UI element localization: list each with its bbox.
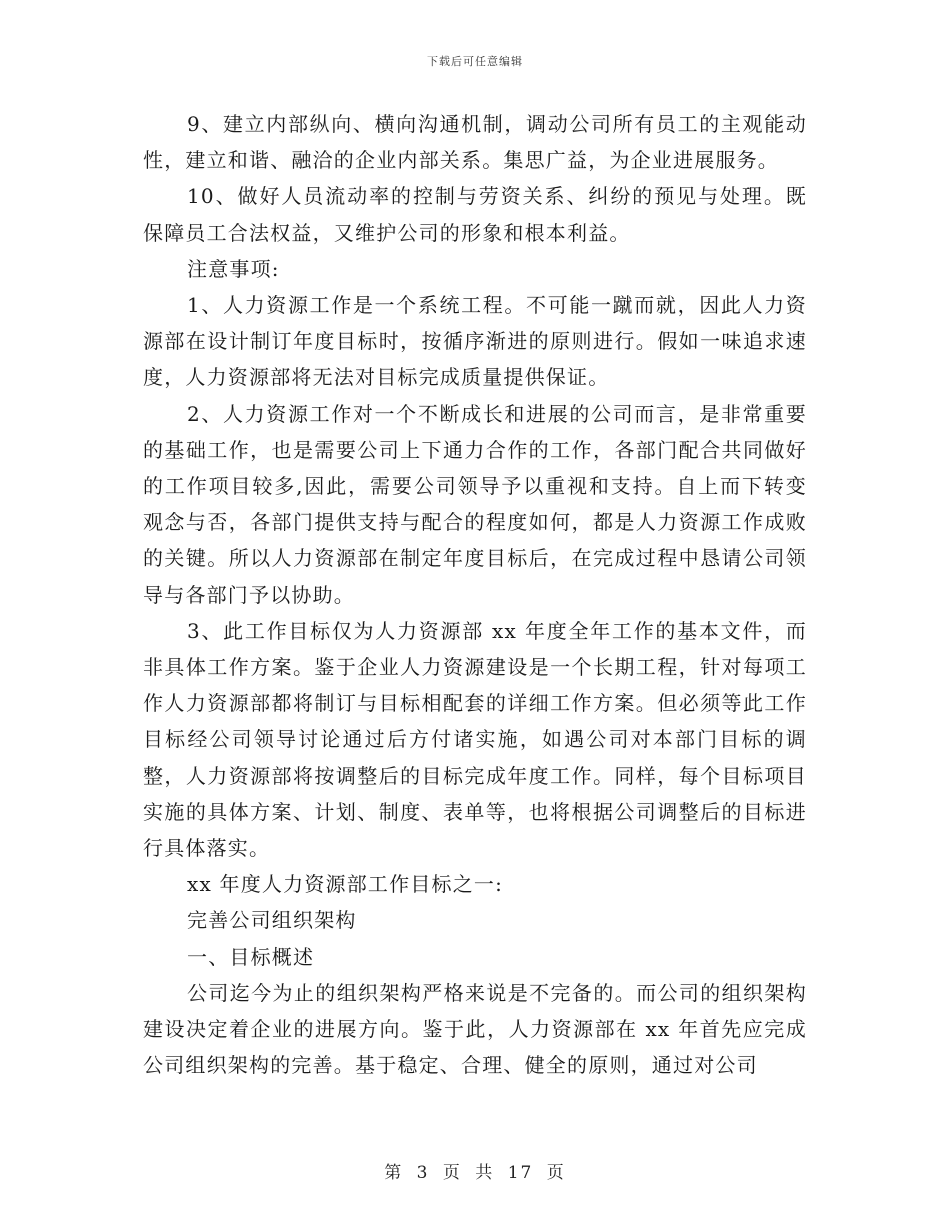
section-heading-goal-one: xx 年度人力资源部工作目标之一:	[187, 872, 504, 897]
paragraph-item-10: 10、做好人员流动率的控制与劳资关系、纠纷的预见与处理。既保障员工合法权益，又维护公司的形象和根本利益。	[143, 184, 807, 245]
paragraph-note-1: 1、人力资源工作是一个系统工程。不可能一蹴而就，因此人力资源部在设计制订年度目标时，按循序渐进的原则进行。假如一味追求速度，人力资源部将无法对目标完成质量提供保证。	[143, 293, 807, 390]
document-body	[143, 106, 807, 1083]
paragraph-note-2: 2、人力资源工作对一个不断成长和进展的公司而言，是非常重要的基础工作，也是需要公司上下通力合作的工作，各部门配合共同做好的工作项目较多,因此，需要公司领导予以重视和支持。自上而下转变观念与否，各部门提供支持与配合的程度如何，都是人力资源工作成败的关键。所以人力资源部在制定年度目标后，在完成过程中恳请公司领导与各部门予以协助。	[143, 401, 807, 607]
page-number-footer: 第 3 页 共 17 页	[384, 1163, 566, 1183]
notes-heading: 注意事项:	[187, 256, 280, 281]
section-title-org-structure: 完善公司组织架构	[187, 908, 357, 933]
paragraph-item-9: 9、建立内部纵向、横向沟通机制，调动公司所有员工的主观能动性，建立和谐、融洽的企业内部关系。集思广益，为企业进展服务。	[143, 112, 807, 173]
page-header: 下载后可任意编辑	[427, 55, 523, 68]
subsection-heading-overview: 一、目标概述	[187, 944, 315, 969]
paragraph-note-3: 3、此工作目标仅为人力资源部 xx 年度全年工作的基本文件，而非具体工作方案。鉴于企业人力资源建设是一个长期工程，针对每项工作人力资源部都将制订与目标相配套的详细工作方案。但必须等此工作目标经公司领导讨论通过后方付诸实施，如遇公司对本部门目标的调整，人力资源部将按调整后的目标完成年度工作。同样，每个目标项目实施的具体方案、计划、制度、表单等，也将根据公司调整后的目标进行具体落实。	[143, 618, 807, 861]
paragraph-overview: 公司迄今为止的组织架构严格来说是不完备的。而公司的组织架构建设决定着企业的进展方向。鉴于此，人力资源部在 xx 年首先应完成公司组织架构的完善。基于稳定、合理、健全的原则，通过对公司	[143, 980, 807, 1078]
